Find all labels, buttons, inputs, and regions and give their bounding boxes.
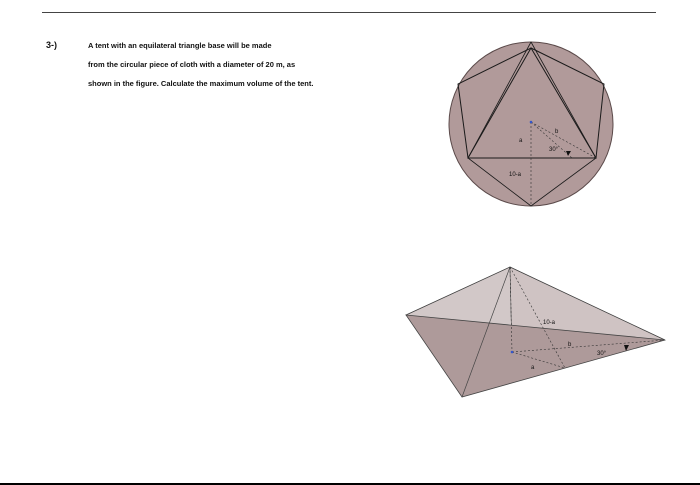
question-line-1: A tent with an equilateral triangle base will be made [88,41,272,50]
label-angle: 30° [549,147,559,153]
label-b-3d: b [568,342,572,348]
circle-figure [449,42,613,206]
base-center-point [511,351,514,354]
label-a: a [519,138,523,144]
label-angle-3d: 30° [597,351,607,357]
tent-figure [406,267,665,397]
question-number: 3-) [46,40,57,50]
question-line-2: from the circular piece of cloth with a diameter of 20 m, as [88,60,296,69]
label-ten-minus-a-3d: 10-a [543,320,556,326]
label-ten-minus-a: 10-a [509,172,522,178]
label-b: b [555,129,559,135]
question-line-3: shown in the figure. Calculate the maximum volume of the tent. [88,79,314,88]
label-a-3d: a [531,365,535,371]
center-point [530,121,533,124]
